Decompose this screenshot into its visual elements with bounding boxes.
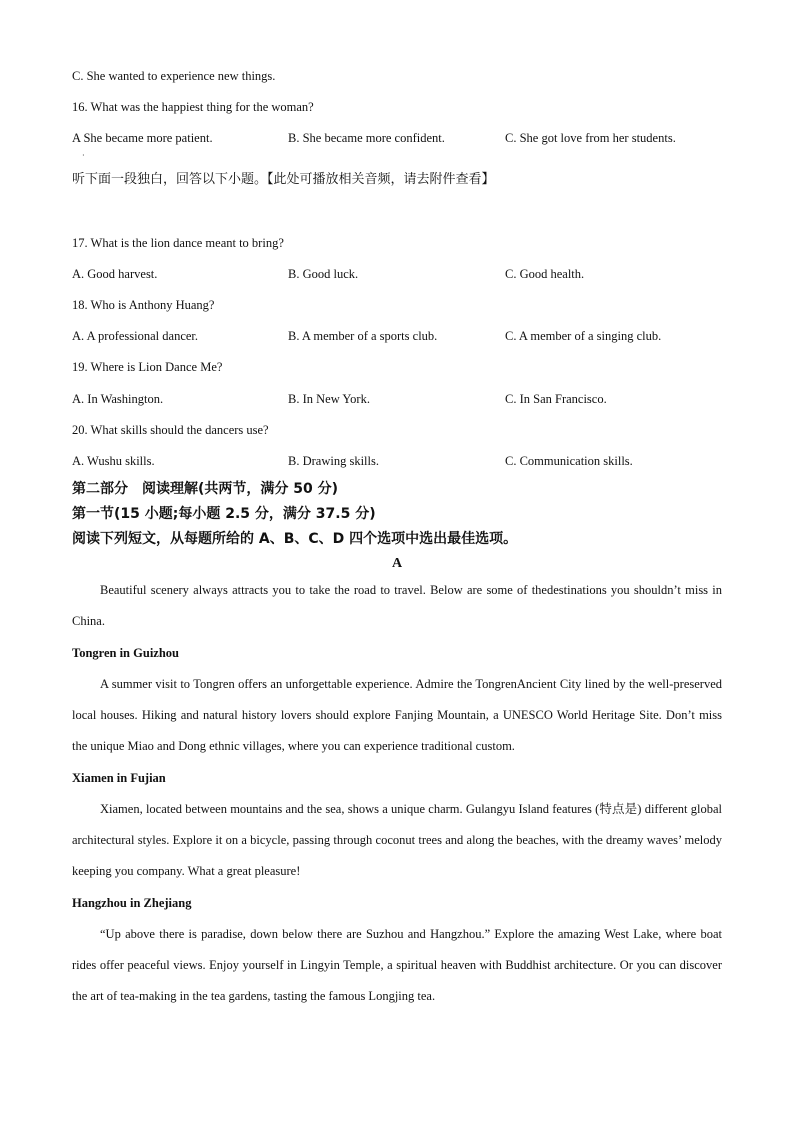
q19-question: 19. Where is Lion Dance Me? <box>72 360 223 374</box>
section-text-hangzhou <box>72 919 722 1012</box>
section-text-xiamen <box>72 794 722 887</box>
q18-question: 18. Who is Anthony Huang? <box>72 298 215 312</box>
q16-option-a: A She became more patient. <box>72 131 213 145</box>
marker-dot: · <box>82 151 85 160</box>
passage-intro <box>72 575 722 637</box>
q16-question: 16. What was the happiest thing for the woman? <box>72 100 314 114</box>
q18-option-b: B. A member of a sports club. <box>288 329 438 343</box>
q19-option-b: B. In New York. <box>288 392 370 406</box>
q19-option-c: C. In San Francisco. <box>505 392 607 406</box>
q18-option-c: C. A member of a singing club. <box>505 329 662 343</box>
q20-option-a: A. Wushu skills. <box>72 454 155 468</box>
section-one-title: 第一节(15 小题;每小题 2.5 分，满分 37.5 分) <box>72 506 376 522</box>
section-text-tongren <box>72 669 722 762</box>
q20-option-c: C. Communication skills. <box>505 454 633 468</box>
hangzhou-paragraph: “Up above there is paradise, down below there are Suzhou and Hangzhou.” Explore the amazing West Lake, where boat rides offer peaceful views. Enjoy yourself in Lingyin Temple, a spiritual heaven with Buddhist architecture. Or you can discover the art of tea-making in the tea gardens, tasting the famous Longjing tea. <box>72 927 722 1003</box>
passage-label: A <box>391 556 403 571</box>
q17-option-a: A. Good harvest. <box>72 267 158 281</box>
reading-instruction: 阅读下列短文，从每题所给的 A、B、C、D 四个选项中选出最佳选项。 <box>72 531 518 547</box>
tongren-paragraph: A summer visit to Tongren offers an unforgettable experience. Admire the TongrenAncient City lined by the well-preserved local houses. Hiking and natural history lovers should explore Fanjing Mountain, a UNESCO World Heritage Site. Don’t miss the unique Miao and Dong ethnic villages, where you can experience traditional custom. <box>72 677 722 753</box>
q15-option-c: C. She wanted to experience new things. <box>72 69 276 83</box>
xiamen-paragraph: Xiamen, located between mountains and the sea, shows a unique charm. Gulangyu Island features (特点是) different global architectural styles. Explore it on a bicycle, passing through coconut trees and along the beaches, with the dreamy waves’ melody keeping you company. What a great pleasure! <box>72 802 722 878</box>
q18-option-a: A. A professional dancer. <box>72 329 199 343</box>
q17-question: 17. What is the lion dance meant to bring? <box>72 236 284 250</box>
part-two-title: 第二部分 阅读理解(共两节，满分 50 分) <box>72 481 339 497</box>
passage-intro-text: Beautiful scenery always attracts you to take the road to travel. Below are some of thedestinations you shouldn’t miss in China. <box>72 583 722 628</box>
q20-option-b: B. Drawing skills. <box>288 454 379 468</box>
q19-option-a: A. In Washington. <box>72 392 164 406</box>
q16-option-c: C. She got love from her students. <box>505 131 676 145</box>
q20-question: 20. What skills should the dancers use? <box>72 423 269 437</box>
section-heading-xiamen: Xiamen in Fujian <box>72 771 166 785</box>
section-heading-hangzhou: Hangzhou in Zhejiang <box>72 896 192 910</box>
q17-option-b: B. Good luck. <box>288 267 359 281</box>
q17-option-c: C. Good health. <box>505 267 585 281</box>
monologue-instruction: 听下面一段独白，回答以下小题。【此处可播放相关音频，请去附件查看】 <box>72 172 495 187</box>
q16-option-b: B. She became more confident. <box>288 131 445 145</box>
section-heading-tongren: Tongren in Guizhou <box>72 646 179 660</box>
